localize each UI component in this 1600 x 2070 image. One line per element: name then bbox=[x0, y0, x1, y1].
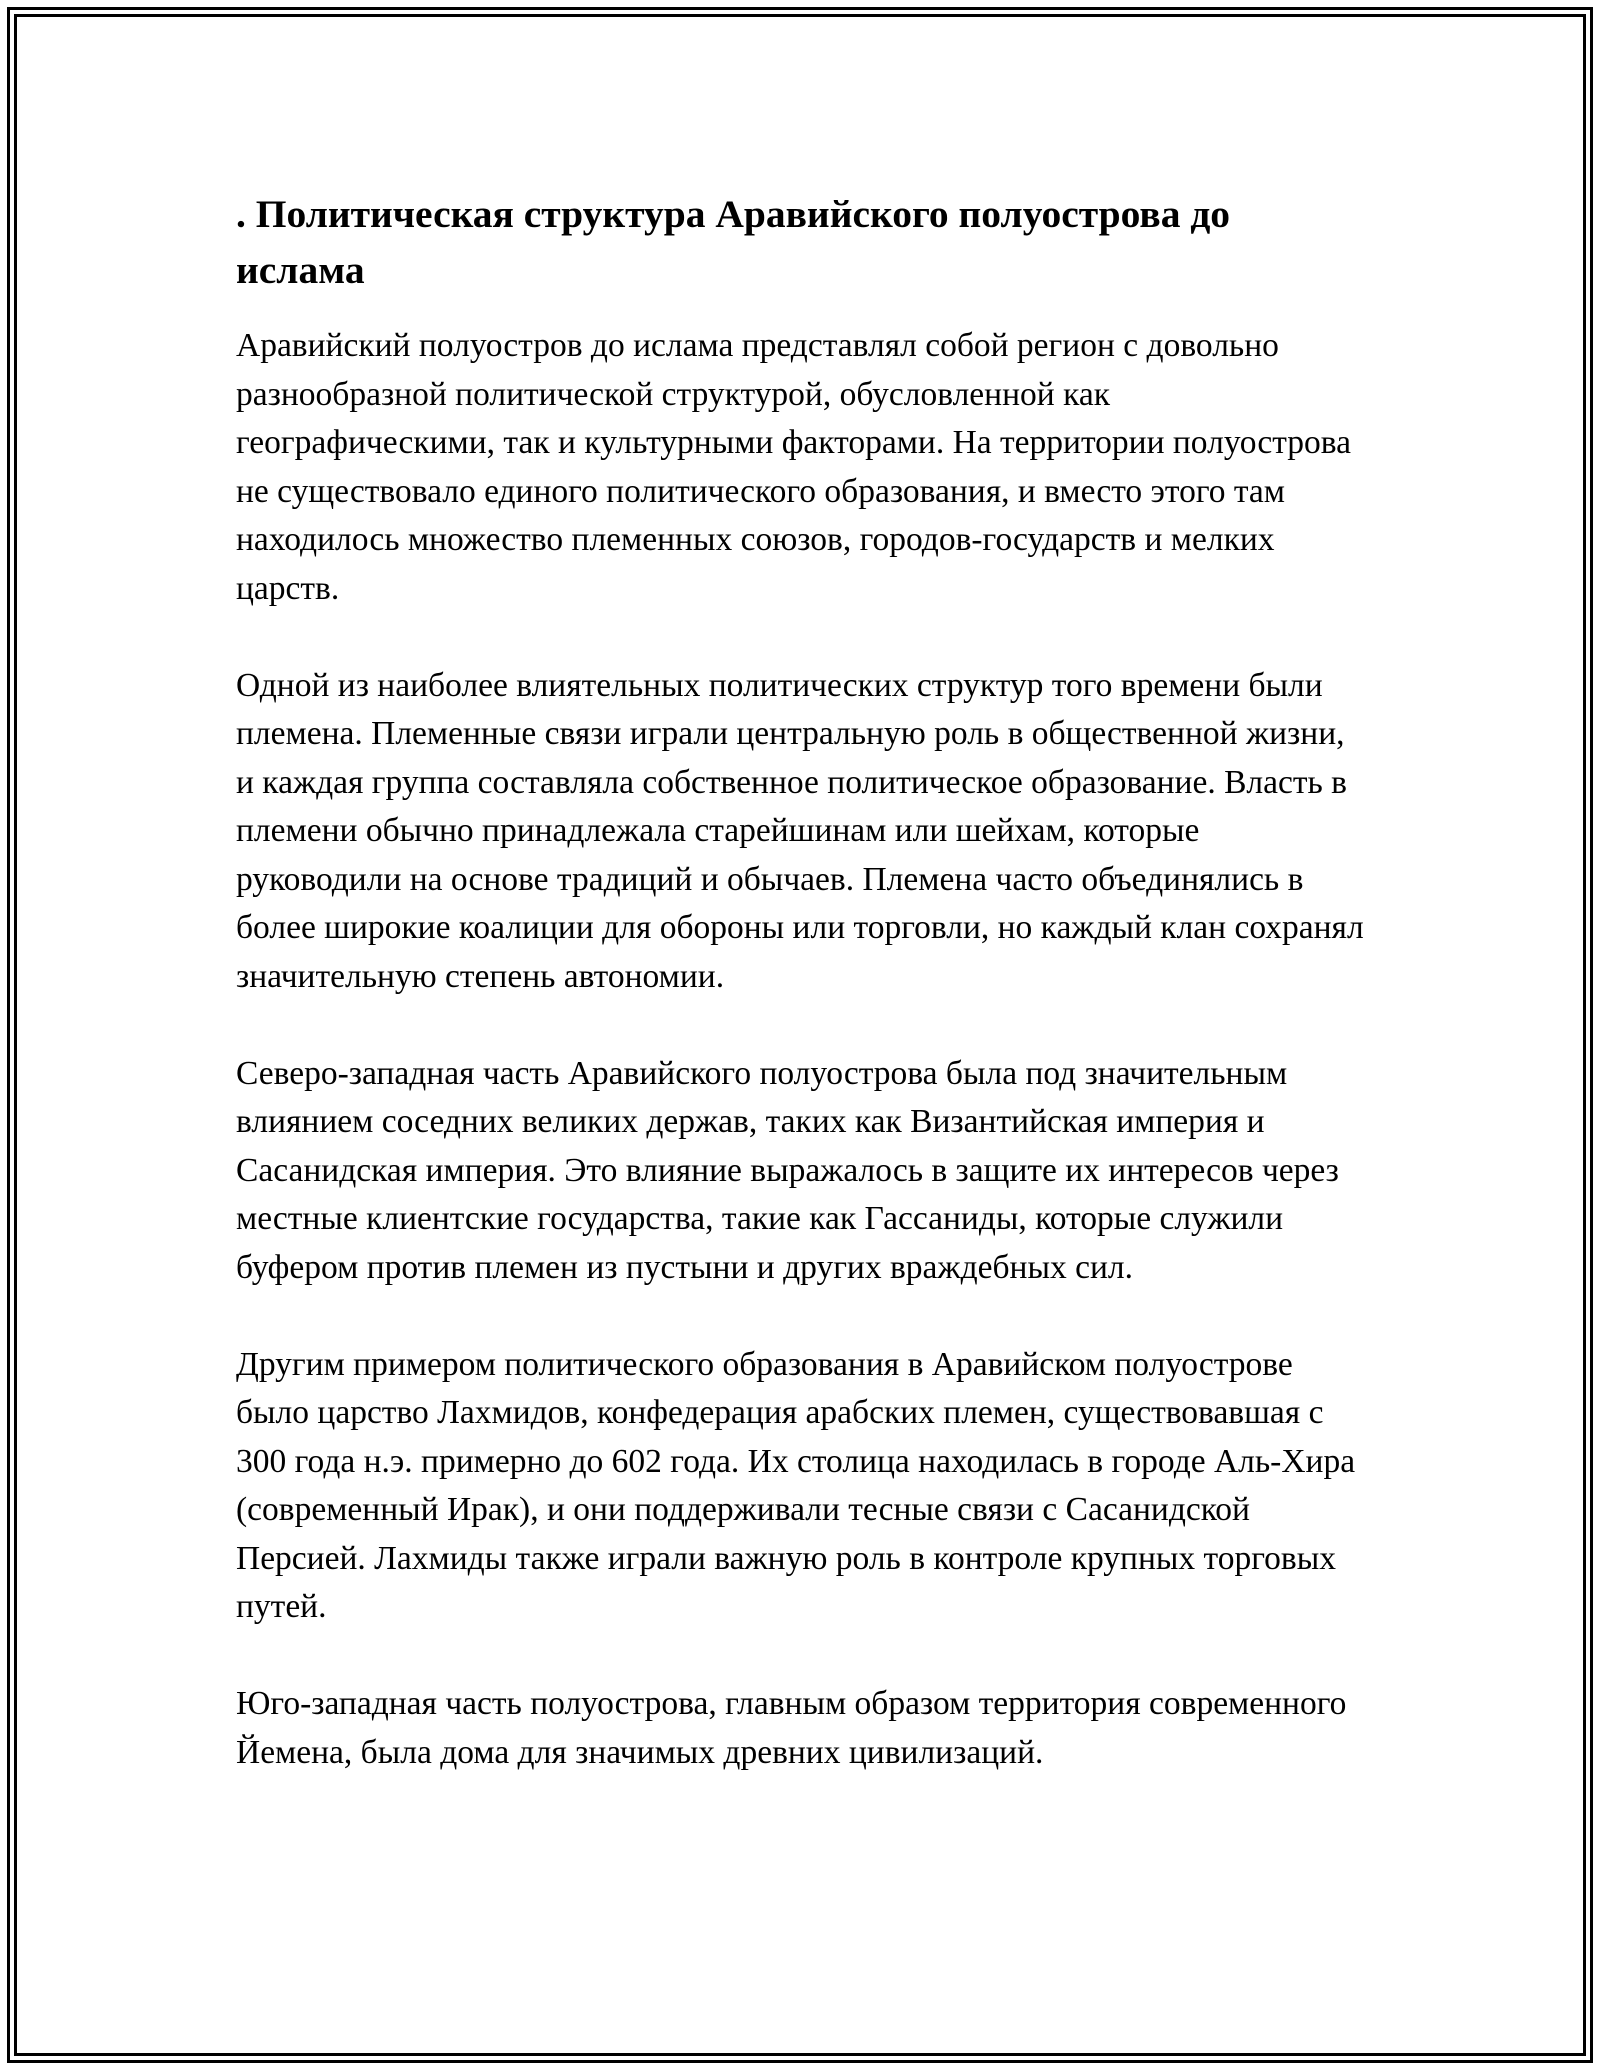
paragraph-3: Северо-западная часть Аравийского полуострова была под значительным влиянием соседних великих держав, таких как Византийская империя и Сасанидская империя. Это влияние выражалось в защите их интересов через местные клиентские государства, такие как Гассаниды, которые служили буфером против племен из пустыни и других враждебных сил. bbox=[236, 1054, 1339, 1286]
document-title: . Политическая структура Аравийского полуострова до ислама bbox=[236, 192, 1231, 292]
document-body bbox=[236, 186, 1366, 1826]
paragraph-2: Одной из наиболее влиятельных политических структур того времени были племена. Племенные связи играли центральную роль в общественной жизни, и каждая группа составляла собственное политическое образование. Власть в племени обычно принадлежала старейшинам или шейхам, которые руководили на основе традиций и обычаев. Племена часто объединялись в более широкие коалиции для обороны или торговли, но каждый клан сохранял значительную степень автономии. bbox=[236, 666, 1364, 995]
paragraph-1: Аравийский полуостров до ислама представлял собой регион с довольно разнообразной политической структурой, обусловленной как географическими, так и культурными факторами. На территории полуострова не существовало единого политического образования, и вместо этого там находилось множество племенных союзов, городов-государств и мелких царств. bbox=[236, 327, 1351, 607]
paragraph-4: Другим примером политического образования в Аравийском полуострове было царство Лахмидов, конфедерация арабских племен, существовавшая с 300 года н.э. примерно до 602 года. Их столица находилась в городе Аль-Хира (современный Ирак), и они поддерживали тесные связи с Сасанидской Персией. Лахмиды также играли важную роль в контроле крупных торговых путей. bbox=[236, 1345, 1356, 1625]
paragraph-5: Юго-западная часть полуострова, главным образом территория современного Йемена, была дома для значимых древних цивилизаций. bbox=[236, 1685, 1347, 1771]
